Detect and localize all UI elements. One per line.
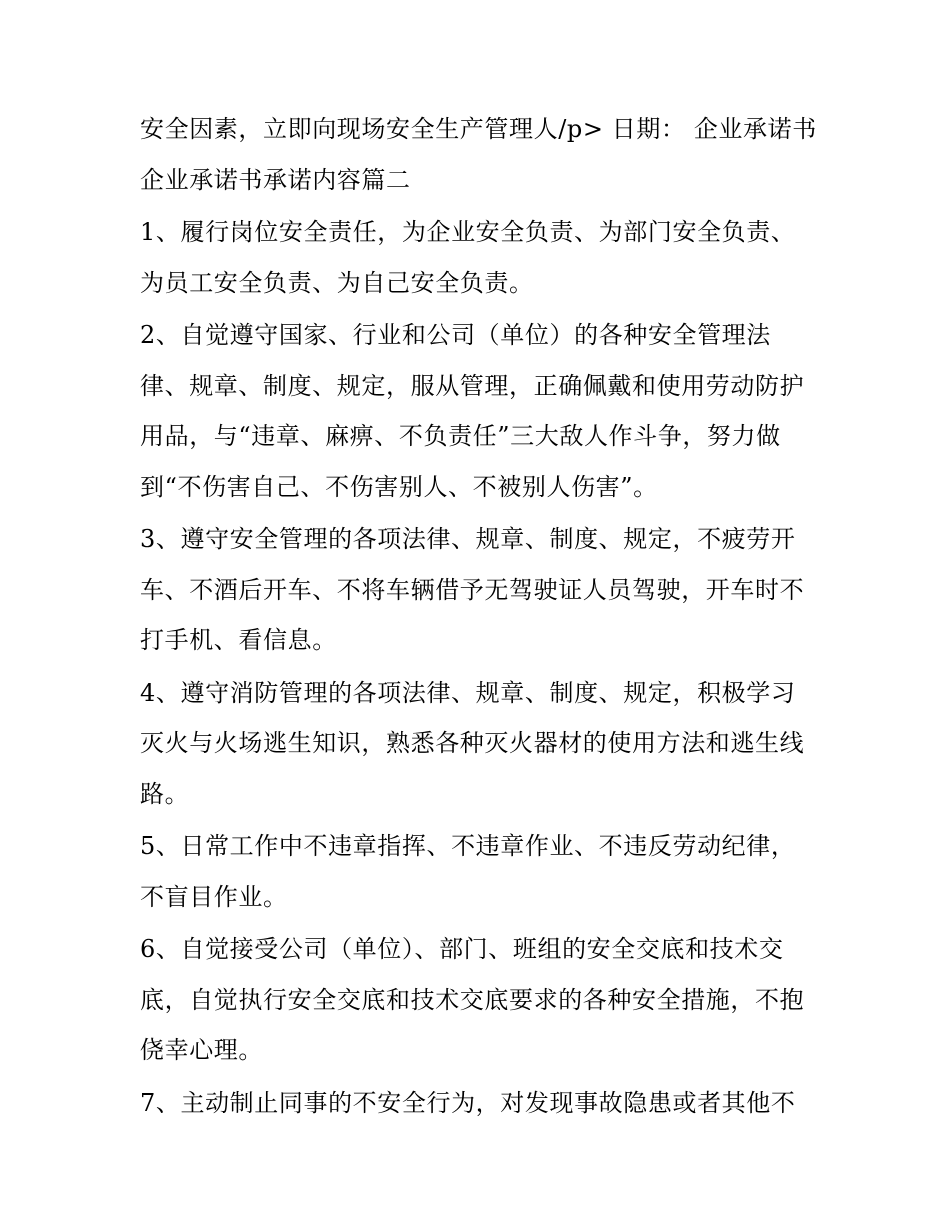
paragraph-item-3: 3、遵守安全管理的各项法律、规章、制度、规定，不疲劳开车、不酒后开车、不将车辆借予无驾驶证人员驾驶，开车时不打手机、看信息。 <box>140 525 805 654</box>
paragraph-item-2: 2、自觉遵守国家、行业和公司（单位）的各种安全管理法律、规章、制度、规定，服从管理，正确佩戴和使用劳动防护用品，与“违章、麻痹、不负责任”三大敌人作斗争，努力做到“不伤害自己、不伤害别人、不被别人伤害”。 <box>140 321 805 501</box>
paragraph-item-1: 1、履行岗位安全责任，为企业安全负责、为部门安全负责、为员工安全负责、为自己安全负责。 <box>140 218 796 297</box>
paragraph-item-6: 6、自觉接受公司（单位）、部门、班组的安全交底和技术交底，自觉执行安全交底和技术交底要求的各种安全措施，不抱侥幸心理。 <box>140 935 805 1064</box>
paragraph-item-5: 5、日常工作中不违章指挥、不违章作业、不违反劳动纪律，不盲目作业。 <box>140 832 796 911</box>
document-body <box>140 104 820 1130</box>
paragraph-continuation: 安全因素，立即向现场安全生产管理人/p> 日期： 企业承诺书 企业承诺书承诺内容篇二 <box>140 115 817 194</box>
paragraph-item-7: 7、主动制止同事的不安全行为，对发现事故隐患或者其他不 <box>140 1088 796 1117</box>
paragraph-item-4: 4、遵守消防管理的各项法律、规章、制度、规定，积极学习灭火与火场逃生知识，熟悉各种灭火器材的使用方法和逃生线路。 <box>140 678 805 808</box>
